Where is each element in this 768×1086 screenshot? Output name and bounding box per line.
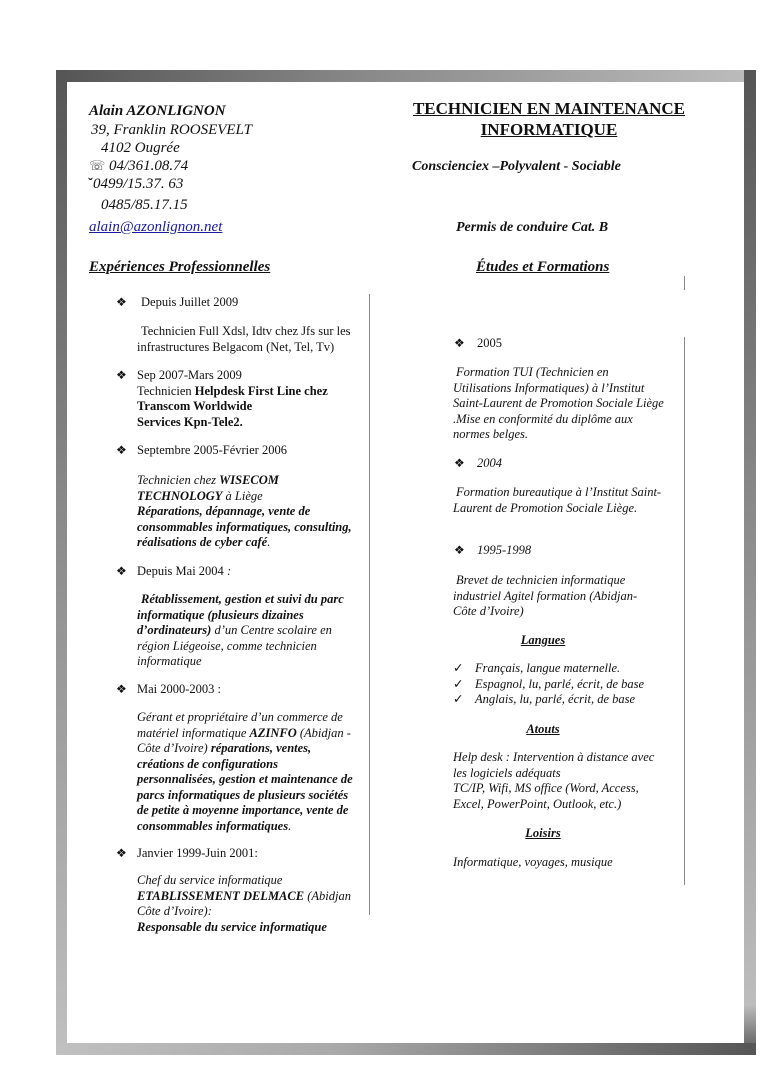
experience-line: Rétablissement, gestion et suivi du parc bbox=[141, 592, 344, 606]
experience-company: AZINFO bbox=[249, 725, 297, 740]
experience-line: parcs informatiques de plusieurs sociétés bbox=[137, 787, 349, 802]
experience-line: Côte d’Ivoire): bbox=[137, 904, 212, 918]
experience-text: d’ordinateurs) bbox=[137, 623, 212, 637]
mobile-number-1: 0499/15.37. 63 bbox=[93, 176, 184, 192]
language-item bbox=[453, 661, 644, 677]
experience-text: d’un Centre scolaire en bbox=[211, 623, 332, 637]
job-title-line-1: TECHNICIEN EN MAINTENANCE bbox=[412, 99, 686, 118]
experience-description bbox=[137, 873, 351, 935]
experience-description bbox=[137, 710, 353, 834]
hobbies-text: Informatique, voyages, musique bbox=[453, 855, 613, 869]
address-line-2: 4102 Ougrée bbox=[101, 140, 180, 156]
experience-company: ETABLISSEMENT DELMACE bbox=[137, 888, 305, 903]
experience-line: personnalisées, gestion et maintenance de bbox=[137, 772, 353, 786]
education-line: .Mise en conformité du diplôme aux bbox=[453, 411, 633, 426]
experience-text: (Abidjan bbox=[304, 888, 351, 903]
experience-date: Depuis Mai 2004 bbox=[137, 564, 224, 578]
strengths-line: Help desk : Intervention à distance avec bbox=[453, 750, 655, 764]
education-date: 2005 bbox=[477, 336, 502, 350]
language-label: Français, langue maternelle. bbox=[475, 661, 621, 675]
right-column-border-top bbox=[684, 276, 685, 290]
experience-date-row bbox=[137, 564, 231, 580]
education-heading: Études et Formations bbox=[476, 259, 610, 275]
experience-company: TECHNOLOGY bbox=[137, 488, 223, 503]
page-frame-left bbox=[56, 70, 67, 1054]
education-line: Saint-Laurent de Promotion Sociale Liège bbox=[453, 396, 664, 410]
experience-company: Helpdesk First Line chez bbox=[194, 383, 328, 398]
experience-date: Janvier 1999-Juin 2001: bbox=[137, 846, 258, 860]
experience-line: créations de configurations bbox=[137, 756, 278, 771]
driving-license: Permis de conduire Cat. B bbox=[456, 220, 609, 235]
language-label: Anglais, lu, parlé, écrit, de base bbox=[475, 692, 636, 706]
experience-line: Chef du service informatique bbox=[137, 873, 283, 887]
phone-number: 04/361.08.74 bbox=[109, 158, 189, 174]
diamond-bullet-icon: ❖ bbox=[116, 368, 127, 382]
experience-date: Depuis Juillet 2009 bbox=[141, 295, 239, 309]
language-item bbox=[453, 677, 644, 693]
strengths-line: TC/IP, Wifi, MS office (Word, Access, bbox=[453, 781, 639, 795]
mobile-row-1 bbox=[88, 176, 183, 193]
candidate-name: Alain AZONLIGNON bbox=[89, 103, 226, 119]
experience-heading: Expériences Professionnelles bbox=[89, 259, 271, 275]
languages-list bbox=[453, 661, 644, 708]
phone-icon: ☏ bbox=[89, 158, 106, 173]
phone-row bbox=[89, 158, 188, 175]
experience-line: Technicien Full Xdsl, Idtv chez Jfs sur les bbox=[141, 324, 351, 338]
experience-text: matériel informatique bbox=[137, 725, 250, 740]
experience-date: Sep 2007-Mars 2009 bbox=[137, 368, 242, 382]
diamond-bullet-icon: ❖ bbox=[116, 682, 127, 696]
experience-date: Septembre 2005-Février 2006 bbox=[137, 443, 287, 457]
education-date: 1995-1998 bbox=[477, 543, 532, 557]
strengths-line: les logiciels adéquats bbox=[453, 765, 561, 780]
experience-line: informatique (plusieurs dizaines bbox=[137, 607, 304, 622]
experience-line: Réparations, dépannage, vente de bbox=[137, 504, 311, 518]
education-description bbox=[453, 573, 637, 620]
diamond-bullet-icon: ❖ bbox=[116, 295, 127, 309]
diamond-bullet-icon: ❖ bbox=[454, 456, 465, 470]
experience-line: infrastructures Belgacom (Net, Tel, Tv) bbox=[137, 339, 335, 354]
experience-company: WISECOM bbox=[219, 473, 279, 487]
experience-line: Services Kpn-Tele2. bbox=[137, 414, 243, 429]
language-label: Espagnol, lu, parlé, écrit, de base bbox=[475, 676, 645, 691]
education-line: Utilisations Informatiques) à l’Institut bbox=[453, 380, 645, 395]
experience-description bbox=[137, 324, 351, 355]
education-description bbox=[453, 365, 664, 443]
languages-heading: Langues bbox=[520, 633, 566, 647]
experience-text: (Abidjan - bbox=[296, 725, 351, 740]
diamond-bullet-icon: ❖ bbox=[116, 443, 127, 457]
experience-line: Responsable du service informatique bbox=[137, 919, 327, 934]
experience-entry bbox=[137, 368, 328, 430]
experience-line: informatique bbox=[137, 654, 202, 668]
right-column-border bbox=[684, 337, 685, 885]
checkmark-icon: ✓ bbox=[453, 661, 464, 675]
education-line: Côte d’Ivoire) bbox=[453, 604, 524, 618]
diamond-bullet-icon: ❖ bbox=[116, 564, 127, 578]
mobile-number-2: 0485/85.17.15 bbox=[101, 197, 188, 213]
experience-line: région Liégeoise, comme technicien bbox=[137, 638, 317, 653]
strengths-line: Excel, PowerPoint, Outlook, etc.) bbox=[453, 796, 622, 811]
job-title-line-2: INFORMATIQUE bbox=[480, 120, 618, 139]
education-line: industriel Agitel formation (Abidjan- bbox=[453, 588, 638, 603]
checkmark-icon: ✓ bbox=[453, 676, 464, 691]
qualities: Conscienciex –Polyvalent - Sociable bbox=[412, 159, 621, 174]
page-frame-right bbox=[744, 70, 756, 1054]
diamond-bullet-icon: ❖ bbox=[454, 336, 465, 350]
experience-description bbox=[137, 592, 344, 670]
experience-text: . bbox=[267, 535, 271, 549]
experience-text: consommables informatiques bbox=[137, 818, 289, 833]
column-separator bbox=[369, 294, 370, 915]
experience-text: réalisations de cyber café bbox=[137, 535, 268, 549]
education-line: Brevet de technicien informatique bbox=[456, 573, 626, 587]
email-link[interactable]: alain@azonlignon.net bbox=[89, 219, 223, 235]
experience-date: Mai 2000-2003 : bbox=[137, 682, 222, 696]
experience-text: . bbox=[288, 818, 292, 833]
page-frame-top bbox=[56, 70, 756, 82]
mobile-phone-icon: ˇ bbox=[88, 176, 93, 192]
education-line: Laurent de Promotion Sociale Liège. bbox=[453, 500, 638, 515]
strengths-heading: Atouts bbox=[526, 722, 560, 736]
experience-description bbox=[137, 473, 352, 551]
education-date: 2004 bbox=[477, 456, 502, 470]
experience-line bbox=[137, 384, 328, 400]
hobbies-heading: Loisirs bbox=[525, 826, 561, 840]
experience-text: Technicien bbox=[137, 383, 195, 398]
experience-text: à Liège bbox=[222, 488, 263, 503]
diamond-bullet-icon: ❖ bbox=[454, 543, 465, 557]
address-line-1: 39, Franklin ROOSEVELT bbox=[91, 122, 252, 138]
experience-line: Transcom Worldwide bbox=[137, 399, 253, 413]
education-line: normes belges. bbox=[453, 427, 528, 441]
diamond-bullet-icon: ❖ bbox=[116, 846, 127, 860]
language-item bbox=[453, 692, 644, 708]
experience-text: Technicien chez bbox=[137, 473, 220, 487]
experience-text: Côte d’Ivoire) bbox=[137, 741, 211, 755]
education-line: Formation TUI (Technicien en bbox=[456, 365, 609, 379]
experience-line: de petite à moyenne importance, vente de bbox=[137, 803, 349, 817]
education-description bbox=[453, 485, 661, 516]
experience-text: réparations, ventes, bbox=[210, 741, 312, 755]
experience-line: Gérant et propriétaire d’un commerce de bbox=[137, 710, 343, 724]
job-title bbox=[398, 98, 700, 140]
page-frame-bottom bbox=[56, 1043, 756, 1055]
strengths-text bbox=[453, 750, 654, 812]
checkmark-icon: ✓ bbox=[453, 692, 464, 706]
experience-line: consommables informatiques, consulting, bbox=[137, 519, 352, 534]
experience-date-suffix: : bbox=[223, 564, 232, 578]
education-line: Formation bureautique à l’Institut Saint- bbox=[456, 485, 662, 499]
